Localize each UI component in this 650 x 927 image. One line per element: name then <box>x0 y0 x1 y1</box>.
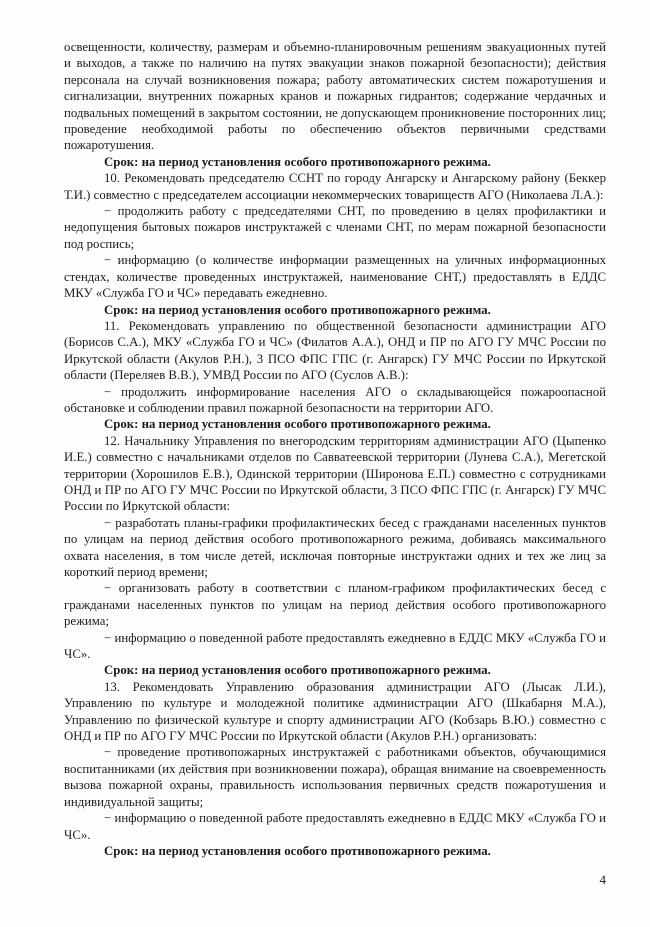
paragraph-item-13-task-1: − проведение противопожарных инструктажей с работниками объектов, обучающимися воспитанниками (их действия при возникновении пожара), обращая внимание на своевременность вызова пожарной охраны, правильность использования первичных средств пожаротушения и индивидуальной защиты; <box>64 745 606 809</box>
paragraph-item-11-task-1: − продолжить информирование населения АГО о складывающейся пожароопасной обстановке и соблюдении правил пожарной безопасности на территории АГО. <box>64 384 606 415</box>
deadline-line-1: Срок: на период установления особого противопожарного режима. <box>104 154 491 169</box>
paragraph-item-10-task-1: − продолжить работу с председателями СНТ, по проведению в целях профилактики и недопущения бытовых пожаров инструктажей с членами СНТ, по мерам пожарной безопасности под роспись; <box>64 204 606 251</box>
paragraph-item-12-task-2: − организовать работу в соответствии с планом-графиком профилактических бесед с гражданами населенных пунктов по улицам на период действия особого противопожарного режима; <box>64 581 606 629</box>
deadline-line-3: Срок: на период установления особого противопожарного режима. <box>104 417 491 432</box>
paragraph-item-12-task-1: − разработать планы-графики профилактических бесед с гражданами населенных пунктов по улицам на период действия особого противопожарного режима, добиваясь максимального охвата населения, в том числе детей, исключая повторные инструктажи одних и тех же лиц за короткий период времени; <box>64 515 606 579</box>
paragraph-item-10-task-2: − информацию (о количестве информации размещенных на уличных информационных стендах, количестве проведенных инструктажей, наименование СНТ,) предоставлять в ЕДДС МКУ «Служба ГО и ЧС» передавать ежедневно. <box>64 253 606 301</box>
paragraph-item-12: 12. Начальнику Управления по внегородским территориям администрации АГО (Цыпенко И.Е.) совместно с начальниками отделов по Савватеевской территории (Лунева С.А.), Мегетской территории (Хорошилов Е.В.), Одинской территории (Широнова Е.П.) совместно с сотрудниками ОНД и ПР по АГО ГУ МЧС России по Иркутской области, 3 ПСО ФПС ГПС (г. Ангарск) ГУ МЧС России по Иркутской области: <box>64 433 606 514</box>
paragraph-item-11: 11. Рекомендовать управлению по общественной безопасности администрации АГО (Борисов С.А.), МКУ «Служба ГО и ЧС» (Филатов А.А.), ОНД и ПР по АГО ГУ МЧС России по Иркутской области (Акулов Р.Н.), 3 ПСО ФПС ГПС (г. Ангарск) ГУ МЧС России по Иркутской области (Переляев В.В.), УМВД России по АГО (Суслов А.В.): <box>64 318 606 383</box>
paragraph-item-13-task-2: − информацию о поведенной работе предоставлять ежедневно в ЕДДС МКУ «Служба ГО и ЧС». <box>64 811 606 842</box>
paragraph-continuation: освещенности, количеству, размерам и объемно-планировочным решениям эвакуационных путей и выходов, а также по наличию на путях эвакуации знаков пожарной безопасности); действия персонала на случай возникновения пожара; работу автоматических систем пожаротушения и сигнализации, внутренних пожарных кранов и пожарных гидрантов; содержание чердачных и подвальных помещений в закрытом состоянии, не допускающем проникновение посторонних лиц; проведение необходимой работы по обеспечению объектов первичными средствами пожаротушения. <box>64 40 606 153</box>
paragraph-item-12-task-3: − информацию о поведенной работе предоставлять ежедневно в ЕДДС МКУ «Служба ГО и ЧС». <box>64 630 606 662</box>
paragraph-item-10: 10. Рекомендовать председателю ССНТ по городу Ангарску и Ангарскому району (Беккер Т.И.) совместно с председателем ассоциации некоммерческих товариществ АГО (Николаева Л.А.): <box>64 171 606 202</box>
paragraph-item-13: 13. Рекомендовать Управлению образования администрации АГО (Лысак Л.И.), Управлению по культуре и молодежной политике администрации АГО (Шкабарня М.А.), Управлению по физической культуре и спорту администрации АГО (Кобзарь В.Ю.) совместно с ОНД и ПР по АГО ГУ МЧС России по Иркутской области (Акулов Р.Н.) организовать: <box>64 679 606 744</box>
deadline-line-4: Срок: на период установления особого противопожарного режима. <box>104 663 491 678</box>
deadline-line-2: Срок: на период установления особого противопожарного режима. <box>104 302 491 317</box>
deadline-line-5: Срок: на период установления особого противопожарного режима. <box>104 843 491 858</box>
page-number: 4 <box>599 872 606 887</box>
